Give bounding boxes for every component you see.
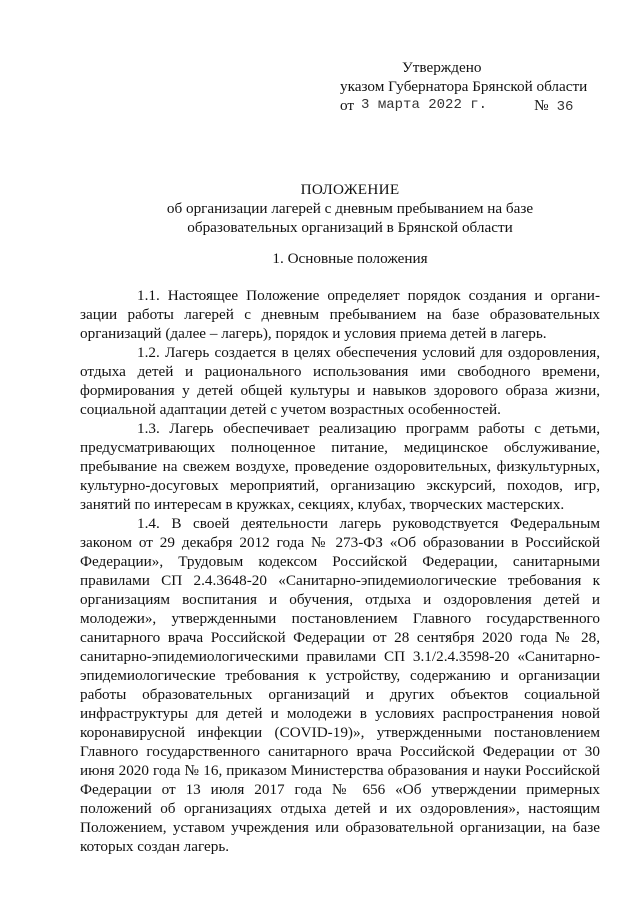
approval-date-number-row [340, 96, 610, 117]
document-heading: ПОЛОЖЕНИЕ [300, 181, 400, 198]
approval-status: Утверждено [402, 59, 482, 76]
date-prefix: от [340, 97, 355, 114]
paragraph-1-1: 1.1. Настоящее Положение определяет порядок создания и организации работы лагерей с дневным пребыванием на базе образовательных организаций (далее – лагерь), порядок и условия приема детей в лагерь. [80, 287, 600, 342]
paragraph-1-4: 1.4. В своей деятельности лагерь руководствуется Федеральным законом от 29 декабря 2012 года № 273-ФЗ «Об образовании в Российской Федерации», Трудовым кодексом Российской Федерации, санитарными правилами СП 2.4.3648-20 «Санитарно-эпидемиологические требования к организациям воспитания и обучения, отдыха и оздоровления детей и молодежи», утвержденными постановлением Главного государственного санитарного врача Российской Федерации от 28 сентября 2020 года № 28, санитарно-эпидемиологическими правилами СП 3.1/2.4.3598-20 «Санитарно-эпидемиологические требования к устройству, содержанию и организации работы образовательных организаций и других объектов социальной инфраструктуры для детей и молодежи в условиях распространения новой коронавирусной инфекции (COVID-19)», утвержденными постановлением Главного государственного санитарного врача Российской Федерации от 30 июня 2020 года № 16, приказом Министерства образования и науки Российской Федерации от 13 июля 2017 года № 656 «Об утверждении примерных положений об организациях отдыха детей и их оздоровления», настоящим Положением, уставом учреждения или образовательной организации, на базе которых создан лагерь. [80, 515, 600, 855]
paragraph-1-3: 1.3. Лагерь обеспечивает реализацию программ работы с детьми, предусматривающих полноценное питание, медицинское обслуживание, пребывание на свежем воздухе, проведение оздоровительных, физкультурных, культурно-досуговых мероприятий, организацию экскурсий, походов, игр, занятий по интересам в кружках, секциях, клубах, творческих мастерских. [80, 420, 600, 513]
document-subtitle-line-1: об организации лагерей с дневным пребыванием на базе [166, 200, 534, 217]
section-heading: 1. Основные положения [272, 250, 428, 267]
document-body [80, 286, 600, 856]
approval-block [340, 58, 610, 117]
number-prefix: № [534, 97, 549, 114]
decree-date: 3 марта 2022 г. [361, 97, 488, 113]
approval-authority: указом Губернатора Брянской области [340, 78, 588, 95]
number-group [534, 96, 573, 117]
decree-number: 36 [556, 99, 574, 115]
paragraph-1-2: 1.2. Лагерь создается в целях обеспечения условий для оздоровления, отдыха детей и рационального использования ими свободного времени, формирования у детей общей культуры и навыков здорового образа жизни, социальной адаптации детей с учетом возрастных особенностей. [80, 344, 600, 418]
document-title [40, 180, 640, 237]
document-subtitle-line-2: образовательных организаций в Брянской области [187, 219, 513, 236]
